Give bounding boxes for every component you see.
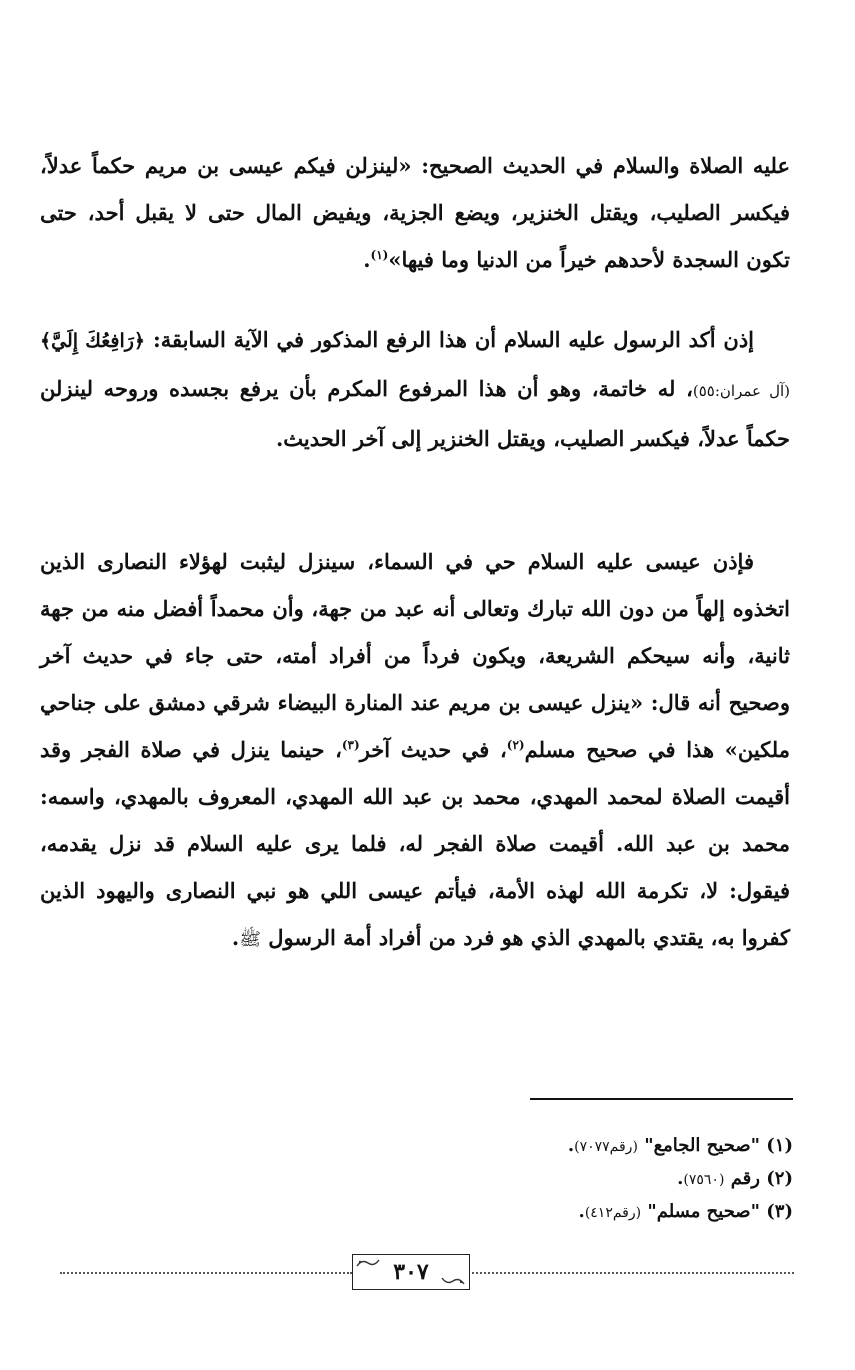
footnote-ref-1[interactable]: (١) — [370, 248, 389, 262]
footnote-ref-3[interactable]: (٣) — [341, 738, 360, 752]
footer-dotted-line-right — [472, 1272, 794, 1274]
paragraph-2 — [40, 316, 790, 462]
footnote-ref-number: (رقم٤١٢) — [584, 1205, 642, 1221]
footnote-text: "صحيح مسلم" — [647, 1201, 760, 1222]
footnote-1: (١) "صحيح الجامع" (رقم٧٠٧٧). — [567, 1135, 793, 1156]
p1-end: . — [363, 247, 371, 272]
footer-dotted-line-left — [60, 1272, 352, 1274]
p2-part-1: إذن أكد الرسول عليه السلام أن هذا الرفع المذكور في الآية السابقة: — [152, 327, 755, 352]
p1-line-1: عليه الصلاة والسلام في الحديث الصحيح: «لينزلن فيكم عيسى بن مريم حكماً — [92, 153, 791, 178]
p1-line-2: عدلاً، فيكسر الصليب، ويقتل الخنزير، ويضع الجزية، ويفيض المال حتى لا يقبل — [40, 153, 791, 225]
footnotes-section — [300, 1130, 793, 1229]
p1-line-3: أحد، حتى تكون السجدة لأحدهم خيراً من الدنيا وما فيها» — [40, 200, 790, 272]
quran-verse: ﴿رَافِعُكَ إِلَيَّ﴾ — [40, 330, 146, 352]
paragraph-1 — [40, 142, 790, 283]
p2-part-2: ، له خاتمة، وهو أن هذا المرفوع المكرم بأن يرفع بجسده وروحه لينزلن حكماً عدلاً، فيكسر الصليب، ويقتل الخنزير إلى آخر الحديث. — [40, 376, 790, 451]
p3-end: . — [231, 925, 240, 950]
footnote-text: "صحيح الجامع" — [644, 1135, 760, 1156]
footnote-ref-2[interactable]: (٢) — [506, 738, 525, 752]
footnote-2: (٢) رقم (٧٥٦٠). — [677, 1168, 793, 1189]
paragraph-3 — [40, 538, 790, 963]
page-number-box — [352, 1254, 470, 1290]
ornament-icon — [441, 1276, 465, 1286]
footnote-ref-number: (رقم٧٠٧٧) — [574, 1139, 638, 1155]
salawat-glyph: ﷺ — [239, 929, 261, 950]
p3-part-3: ، حينما ينزل في صلاة الفجر وقد أقيمت الصلاة لمحمد المهدي، محمد بن عبد الله المهدي، المعروف بالمهدي، واسمه: محمد بن عبد الله. أقيمت صلاة الفجر له، فلما يرى عليه السلام قد نزل يقدمه، فيقول: لا، تكرمة الله لهذه الأمة، فيأتم عيسى اللي هو نبي النصارى واليهود الذين كفروا به، يقتدي بالمهدي الذي هو فرد من أفراد أمة الرسول — [40, 737, 791, 950]
footnote-divider — [530, 1098, 793, 1100]
page-number: ٣٠٧ — [393, 1259, 429, 1285]
footnote-number: (١) — [766, 1135, 793, 1156]
p3-part-2: ، في حديث آخر — [359, 737, 507, 762]
footnote-text: رقم — [730, 1168, 760, 1189]
footnote-number: (٣) — [766, 1201, 793, 1222]
verse-citation: (آل عمران:٥٥) — [692, 382, 791, 400]
footnote-3: (٣) "صحيح مسلم" (رقم٤١٢). — [578, 1201, 793, 1222]
footnote-number: (٢) — [766, 1168, 793, 1189]
p3-part-1: فإذن عيسى عليه السلام حي في السماء، سينزل ليثبت لهؤلاء النصارى الذين اتخذوه إلهاً من دون الله تبارك وتعالى أنه عبد من جهة، وأن محمداً أفضل منه من جهة ثانية، وأنه سيحكم الشريعة، ويكون فرداً من أفراد أمته، حتى جاء في حديث آخر وصحيح أنه قال: «ينزل عيسى بن مريم عند المنارة البيضاء شرقي دمشق على جناحي ملكين» هذا في صحيح مسلم — [40, 549, 790, 762]
footnote-ref-number: (٧٥٦٠) — [683, 1172, 725, 1188]
